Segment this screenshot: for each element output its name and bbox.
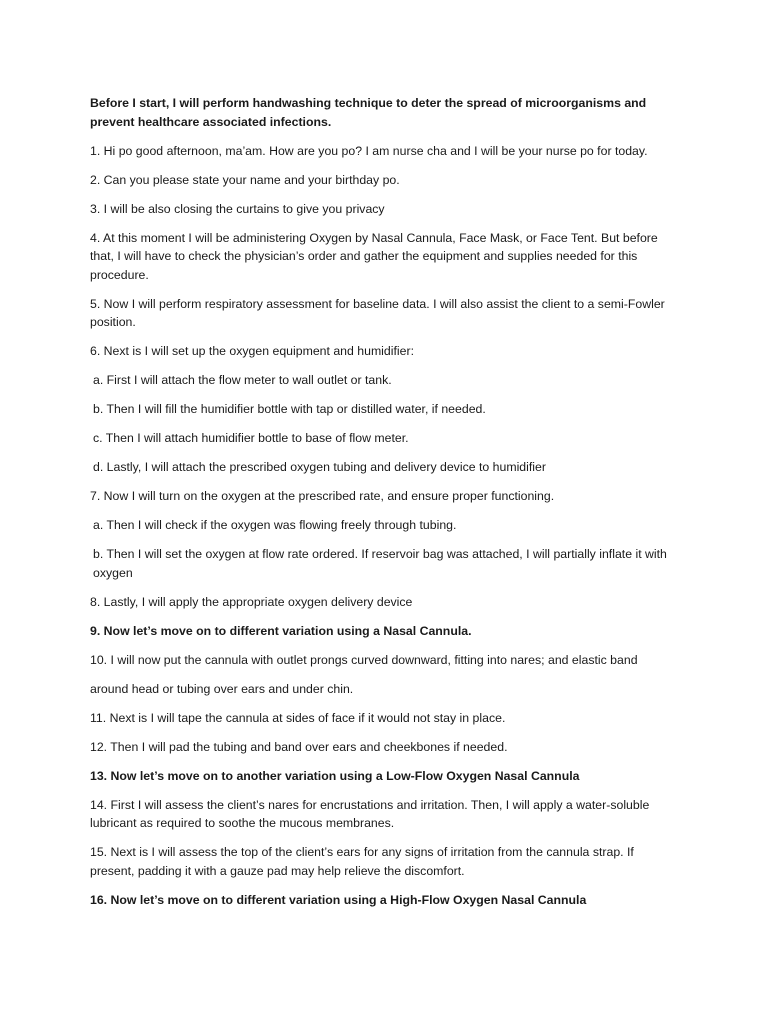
step-10: 10. I will now put the cannula with outlet prongs curved downward, fitting into nares; and elastic band <box>90 652 638 667</box>
step-8: 8. Lastly, I will apply the appropriate oxygen delivery device <box>90 594 413 609</box>
step-4: 4. At this moment I will be administering Oxygen by Nasal Cannula, Face Mask, or Face Tent. But before that, I will have to check the physician’s order and gather the equipment and supplies needed for this procedure. <box>90 230 658 282</box>
intro-paragraph: Before I start, I will perform handwashing technique to deter the spread of microorganisms and prevent healthcare associated infections. <box>90 96 647 129</box>
step-1: 1. Hi po good afternoon, ma’am. How are you po? I am nurse cha and I will be your nurse po for today. <box>90 143 648 158</box>
step-9-heading: 9. Now let’s move on to different variation using a Nasal Cannula. <box>90 623 472 638</box>
step-6a: a. First I will attach the flow meter to wall outlet or tank. <box>93 373 392 387</box>
step-3: 3. I will be also closing the curtains to give you privacy <box>90 201 385 216</box>
step-5: 5. Now I will perform respiratory assessment for baseline data. I will also assist the client to a semi-Fowler position. <box>90 296 665 329</box>
step-6d: d. Lastly, I will attach the prescribed oxygen tubing and delivery device to humidifier <box>93 460 546 474</box>
step-6c: c. Then I will attach humidifier bottle to base of flow meter. <box>93 431 409 445</box>
step-12: 12. Then I will pad the tubing and band over ears and cheekbones if needed. <box>90 739 508 754</box>
step-10-continued: around head or tubing over ears and under chin. <box>90 681 354 696</box>
step-11: 11. Next is I will tape the cannula at sides of face if it would not stay in place. <box>90 710 506 725</box>
step-16-heading: 16. Now let’s move on to different variation using a High-Flow Oxygen Nasal Cannula <box>90 892 587 907</box>
document-body <box>90 94 680 920</box>
step-6b: b. Then I will fill the humidifier bottle with tap or distilled water, if needed. <box>93 402 486 416</box>
step-7: 7. Now I will turn on the oxygen at the prescribed rate, and ensure proper functioning. <box>90 489 555 503</box>
step-14: 14. First I will assess the client’s nares for encrustations and irritation. Then, I will apply a water-soluble lubricant as required to soothe the mucous membranes. <box>90 797 650 830</box>
step-2: 2. Can you please state your name and your birthday po. <box>90 172 400 187</box>
step-6: 6. Next is I will set up the oxygen equipment and humidifier: <box>90 344 414 358</box>
step-15: 15. Next is I will assess the top of the client’s ears for any signs of irritation from the cannula strap. If present, padding it with a gauze pad may help relieve the discomfort. <box>90 845 634 878</box>
step-7a: a. Then I will check if the oxygen was flowing freely through tubing. <box>93 518 457 532</box>
step-13-heading: 13. Now let’s move on to another variation using a Low-Flow Oxygen Nasal Cannula <box>90 768 580 783</box>
step-7b: b. Then I will set the oxygen at flow rate ordered. If reservoir bag was attached, I will partially inflate it with oxygen <box>93 547 667 580</box>
